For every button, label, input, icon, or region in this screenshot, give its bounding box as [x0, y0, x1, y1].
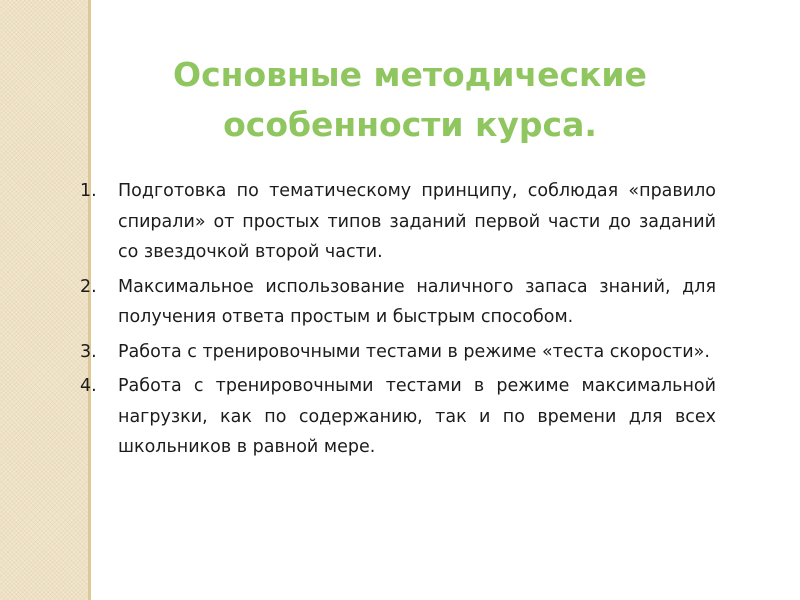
slide-title-line-2: особенности курса. [223, 105, 597, 144]
slide-title [100, 50, 720, 150]
list-item-number: 4. [80, 376, 97, 396]
list-item-number: 1. [80, 181, 97, 201]
list-item [80, 272, 716, 333]
features-list [80, 176, 716, 467]
list-item-text: Работа с тренировочными тестами в режиме «теста скорости». [118, 341, 710, 362]
list-item-text: Подготовка по тематическому принципу, соблюдая «правило спирали» от простых типов заданий первой части до заданий со звездочкой второй части. [118, 181, 716, 262]
list-item-text: Максимальное использование наличного запаса знаний, для получения ответа простым и быстрым способом. [118, 276, 716, 327]
list-item [80, 337, 716, 368]
list-item-number: 3. [80, 341, 97, 362]
list-item [80, 176, 716, 268]
slide-title-line-1: Основные методические [173, 55, 647, 94]
decorative-side-strip [0, 0, 88, 600]
list-item [80, 371, 716, 463]
list-item-number: 2. [80, 276, 97, 297]
list-item-text: Работа с тренировочными тестами в режиме максимальной нагрузки, как по содержанию, так и по времени для всех школьников в равной мере. [118, 376, 716, 457]
